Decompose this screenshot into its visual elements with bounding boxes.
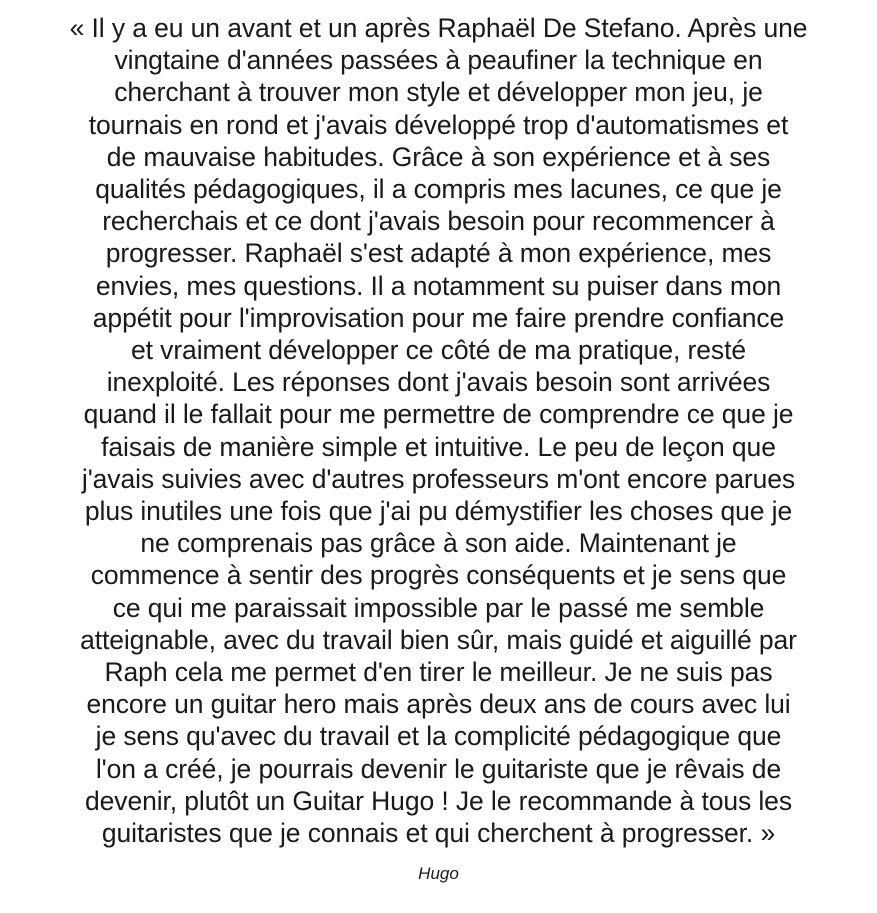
quote-line: qualités pédagogiques, il a compris mes lacunes, ce que je bbox=[95, 174, 782, 205]
quote-line: guitaristes que je connais et qui cherchent à progresser. » bbox=[101, 818, 776, 849]
quote-line: encore un guitar hero mais après deux ans de cours avec lui bbox=[86, 689, 791, 720]
quote-line: tournais en rond et j'avais développé trop d'automatismes et bbox=[88, 109, 789, 140]
quote-line: Raph cela me permet d'en tirer le meilleur. Je ne suis pas bbox=[104, 657, 773, 688]
quote-line: « Il y a eu un avant et un après Raphaël De Stefano. Après une bbox=[69, 13, 808, 43]
quote-line: inexploité. Les réponses dont j'avais besoin sont arrivées bbox=[106, 367, 771, 398]
quote-line: progresser. Raphaël s'est adapté à mon expérience, mes bbox=[105, 238, 772, 269]
quote-line: l'on a créé, je pourrais devenir le guitariste que je rêvais de bbox=[95, 753, 782, 784]
quote-line: cherchant à trouver mon style et développer mon jeu, je bbox=[114, 77, 763, 108]
quote-line: envies, mes questions. Il a notamment su puiser dans mon bbox=[95, 270, 782, 301]
quote-line: je sens qu'avec du travail et la complicité pédagogique que bbox=[95, 721, 782, 752]
quote-line: faisais de manière simple et intuitive. Le peu de leçon que bbox=[101, 431, 776, 462]
quote-line: quand il le fallait pour me permettre de comprendre ce que je bbox=[83, 399, 794, 430]
quote-line: ce qui me paraissait impossible par le passé me semble bbox=[112, 592, 765, 623]
quote-line: de mauvaise habitudes. Grâce à son expérience et à ses bbox=[106, 141, 771, 172]
quote-line: commence à sentir des progrès conséquents et je sens que bbox=[90, 560, 787, 591]
quote-line: atteignable, avec du travail bien sûr, mais guidé et aiguillé par bbox=[80, 624, 797, 655]
quote-line: ne comprenais pas grâce à son aide. Maintenant je bbox=[140, 528, 737, 559]
quote-line: vingtaine d'années passées à peaufiner la technique en bbox=[114, 45, 763, 76]
quote-line: plus inutiles une fois que j'ai pu démystifier les choses que je bbox=[84, 496, 793, 527]
quote-line: appétit pour l'improvisation pour me faire prendre confiance bbox=[92, 302, 785, 333]
quote-line: j'avais suivies avec d'autres professeurs m'ont encore parues bbox=[81, 463, 796, 494]
testimonial-author: Hugo bbox=[418, 864, 459, 884]
testimonial-quote bbox=[30, 12, 847, 849]
quote-line: et vraiment développer ce côté de ma pratique, resté bbox=[131, 335, 746, 366]
quote-line: recherchais et ce dont j'avais besoin pour recommencer à bbox=[102, 206, 775, 237]
quote-line: devenir, plutôt un Guitar Hugo ! Je le recommande à tous les bbox=[85, 785, 792, 816]
testimonial-block bbox=[30, 12, 847, 885]
